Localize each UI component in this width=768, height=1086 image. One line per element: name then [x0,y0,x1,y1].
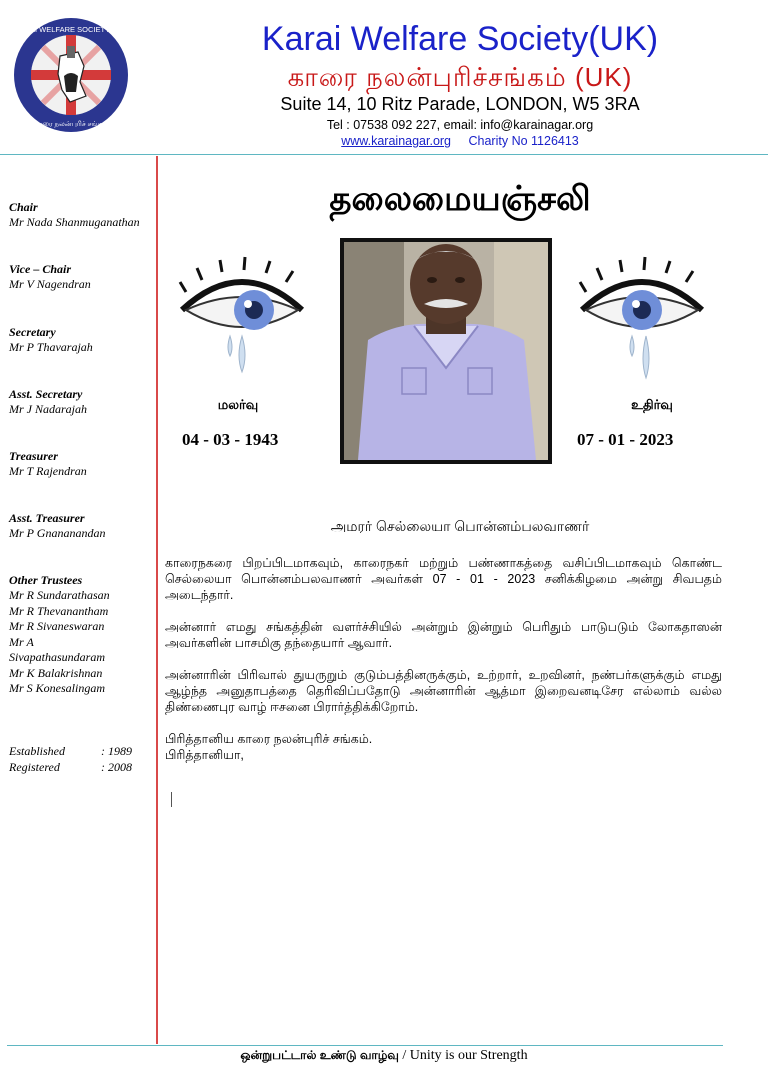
portrait-photo [344,242,548,460]
notice-subject: அமரர் செல்லையா பொன்னம்பலவாணர் [330,518,590,534]
role-name: Mr R Thevanantham [9,603,109,618]
motto-en: Unity is our Strength [409,1048,528,1063]
role-name: Mr T Rajendran [9,464,87,478]
notice-paragraph: அன்னார் எமது சங்கத்தின் வளர்ச்சியில் அன்றும் இன்றும் பெரிதும் பாடுபடும் லோகதாஸன் அவர்களின் பாசமிகு தந்தையார் ஆவார். [165,620,722,650]
role-name: Mr S Konesalingam [9,681,105,695]
role-secretary [9,325,159,356]
role-name: Mr Nada Shanmuganathan [9,215,140,229]
role-title: Vice – Chair [9,262,72,276]
role-name: Mr V Nagendran [9,277,91,291]
org-links [160,134,760,148]
motto-ta: ஒன்றுபட்டால் உண்டு வாழ்வு [240,1048,399,1062]
role-name: Mr R Sivaneswaran [9,619,105,633]
birth-date: 04 - 03 - 1943 [182,430,279,449]
registered-value: : 2008 [101,760,132,774]
role-title: Secretary [9,325,56,339]
role-title: Treasurer [9,449,58,463]
crying-eye-icon [572,244,712,404]
signature-line: பிரித்தானிய காரை நலன்புரிச் சங்கம். [165,732,373,746]
logo-ring-text-ta: காரை நலன்புரிச் சங்கம் [34,121,108,128]
org-address: Suite 14, 10 Ritz Parade, LONDON, W5 3RA [280,94,640,114]
role-title: Chair [9,200,38,214]
established-label: Established [9,744,65,758]
website-link[interactable]: www.karainagar.org [341,134,452,148]
society-logo [12,16,130,134]
notice-paragraph: அன்னாரின் பிரிவால் துயருறும் குடும்பத்தினருக்கும், உற்றார், உறவினர், நண்பர்களுக்கும் எமது ஆழ்ந்த அனுதாபத்தை தெரிவிப்பதோடு அன்னாரின் ஆத்மா இறைவனடிசேர எல்லாம் வல்ல திண்ணைபுர வாழ் ஈசனை பிரார்த்திக்கிறோம். [165,668,722,714]
established-row [9,744,159,759]
text-cursor [171,792,172,807]
role-asst-treasurer [9,511,159,542]
header-divider [0,154,768,155]
role-other-trustees [9,573,159,697]
role-name: Sivapathasundaram [9,650,105,664]
established-value: : 1989 [101,744,132,758]
footer-motto [0,1048,768,1064]
deceased-portrait [340,238,552,464]
org-name-en: Karai Welfare Society(UK) [261,20,659,58]
registered-label: Registered [9,760,60,774]
role-name: Mr P Gnananandan [9,526,106,540]
role-title: Other Trustees [9,573,83,587]
role-vice-chair [9,262,159,293]
notice-title: தலைமையஞ்சலி [329,180,591,218]
org-contact: Tel : 07538 092 227, email: info@karainagar.org [326,118,594,132]
registered-row [9,760,159,775]
motto-separator: / [398,1048,410,1063]
role-name: Mr A [9,634,34,649]
logo-ring-text: KARAI WELFARE SOCIETY (UK) [14,25,128,34]
org-name-ta: காரை நலன்புரிச்சங்கம் (UK) [287,62,633,92]
role-name: Mr K Balakrishnan [9,665,103,680]
role-title: Asst. Secretary [9,387,83,401]
crying-eye-icon [172,244,312,404]
role-name: Mr J Nadarajah [9,402,87,416]
role-asst-secretary [9,387,159,418]
notice-paragraph: காரைநகரை பிறப்பிடமாகவும், காரைநகர் மற்றும் பண்ணாகத்தை வசிப்பிடமாகவும் கொண்ட செல்லையா பொன்னம்பலவாணர் அவர்கள் 07 - 01 - 2023 சனிக்கிழமை அன்று சிவபதம் அடைந்தார். [165,556,722,602]
signature-line: பிரித்தானியா, [165,748,244,762]
death-date: 07 - 01 - 2023 [577,430,674,449]
role-chair [9,200,159,231]
footer-divider [7,1045,723,1046]
role-name: Mr R Sundarathasan [9,588,110,602]
role-title: Asst. Treasurer [9,511,85,525]
death-label: உதிர்வு [631,397,673,412]
role-treasurer [9,449,159,480]
role-name: Mr P Thavarajah [9,340,93,354]
charity-number: Charity No 1126413 [468,134,579,148]
birth-label: மலர்வு [217,397,259,412]
